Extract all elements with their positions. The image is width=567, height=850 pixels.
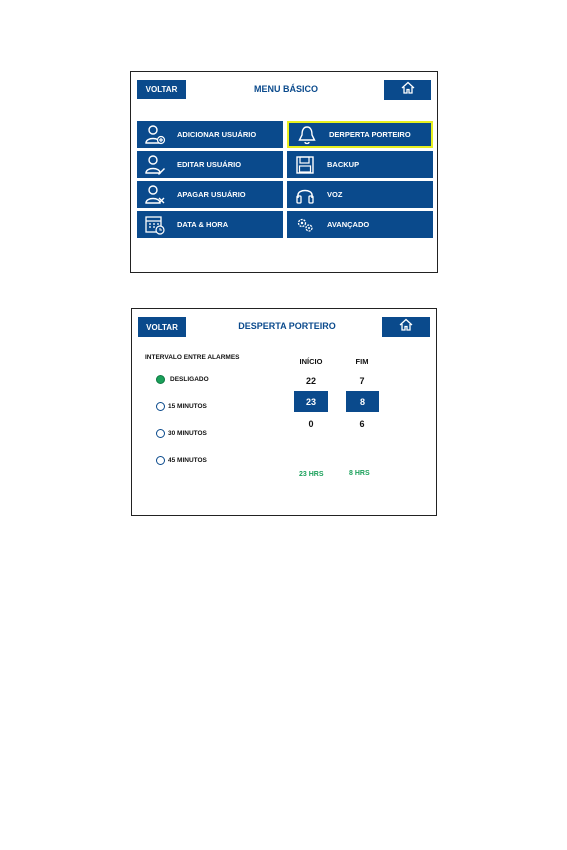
add-user-icon	[143, 124, 167, 146]
end-next-value[interactable]: 6	[359, 419, 365, 429]
tile-label: DERPERTA PORTEIRO	[329, 130, 411, 139]
home-button[interactable]	[382, 317, 430, 337]
interval-label: INTERVALO ENTRE ALARMES	[145, 354, 240, 361]
start-header: INÍCIO	[299, 357, 323, 366]
tile-label: VOZ	[327, 190, 343, 199]
tile-label: EDITAR USUÁRIO	[177, 160, 242, 169]
back-button[interactable]: VOLTAR	[137, 80, 186, 99]
radio-45-minutos[interactable]	[156, 456, 165, 465]
tile-edit-user[interactable]	[137, 151, 283, 178]
tile-label: DATA & HORA	[177, 220, 229, 229]
page-title: DESPERTA PORTEIRO	[238, 321, 336, 331]
tile-label: BACKUP	[327, 160, 360, 169]
radio-label: 30 MINUTOS	[168, 430, 207, 437]
back-button[interactable]: VOLTAR	[138, 317, 186, 337]
tile-desperta-porteiro[interactable]	[287, 121, 433, 148]
tile-voz[interactable]	[287, 181, 433, 208]
start-next-value[interactable]: 0	[308, 419, 314, 429]
tile-label: APAGAR USUÁRIO	[177, 190, 246, 199]
radio-30-minutos[interactable]	[156, 429, 165, 438]
end-header: FIM	[355, 357, 369, 366]
desperta-porteiro-screen	[131, 308, 437, 516]
bell-icon	[295, 124, 319, 146]
radio-label: DESLIGADO	[170, 376, 209, 383]
home-button[interactable]	[384, 80, 431, 100]
floppy-disk-icon	[293, 154, 317, 176]
end-summary: 8 HRS	[349, 470, 370, 477]
start-summary: 23 HRS	[299, 471, 324, 478]
tile-backup[interactable]	[287, 151, 433, 178]
radio-15-minutos[interactable]	[156, 402, 165, 411]
edit-user-icon	[143, 154, 167, 176]
radio-label: 15 MINUTOS	[168, 403, 207, 410]
page-title: MENU BÁSICO	[253, 84, 318, 94]
tile-label: AVANÇADO	[327, 220, 370, 229]
radio-desligado[interactable]	[156, 375, 165, 384]
menu-basico-screen	[130, 71, 438, 273]
home-icon	[399, 318, 413, 336]
end-prev-value[interactable]: 7	[359, 376, 365, 386]
home-icon	[401, 81, 415, 99]
tile-label: ADICIONAR USUÁRIO	[177, 130, 257, 139]
tile-delete-user[interactable]	[137, 181, 283, 208]
start-prev-value[interactable]: 22	[305, 376, 316, 386]
radio-label: 45 MINUTOS	[168, 457, 207, 464]
headphones-icon	[293, 184, 317, 206]
tile-data-hora[interactable]	[137, 211, 283, 238]
tile-add-user[interactable]	[137, 121, 283, 148]
end-selected-value[interactable]: 8	[346, 391, 379, 412]
tile-avancado[interactable]	[287, 211, 433, 238]
gears-icon	[293, 214, 317, 236]
start-selected-value[interactable]: 23	[294, 391, 328, 412]
delete-user-icon	[143, 184, 167, 206]
calendar-clock-icon	[143, 214, 167, 236]
